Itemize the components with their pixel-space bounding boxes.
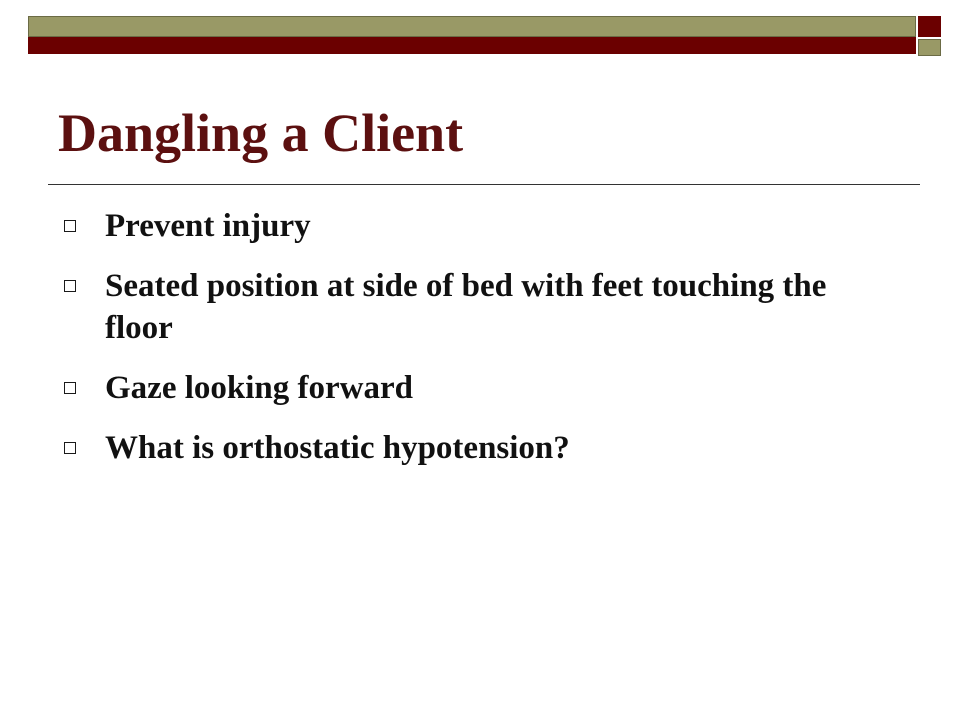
corner-square-olive	[918, 39, 941, 56]
bullet-text: Gaze looking forward	[105, 370, 413, 406]
hollow-square-bullet-icon	[64, 280, 76, 292]
list-item	[64, 367, 844, 409]
bullet-text: Seated position at side of bed with feet touching the floor	[105, 268, 827, 346]
title-divider	[48, 184, 920, 185]
list-item	[64, 265, 844, 349]
hollow-square-bullet-icon	[64, 442, 76, 454]
bullet-text: What is orthostatic hypotension?	[105, 430, 570, 466]
hollow-square-bullet-icon	[64, 382, 76, 394]
list-item	[64, 205, 844, 247]
hollow-square-bullet-icon	[64, 220, 76, 232]
slide-title: Dangling a Client	[58, 103, 464, 163]
header-band-olive	[28, 16, 916, 37]
corner-square-maroon	[918, 16, 941, 37]
bullet-text: Prevent injury	[105, 208, 311, 244]
bullet-list	[64, 205, 844, 487]
header-band-maroon	[28, 37, 916, 54]
list-item	[64, 427, 844, 469]
